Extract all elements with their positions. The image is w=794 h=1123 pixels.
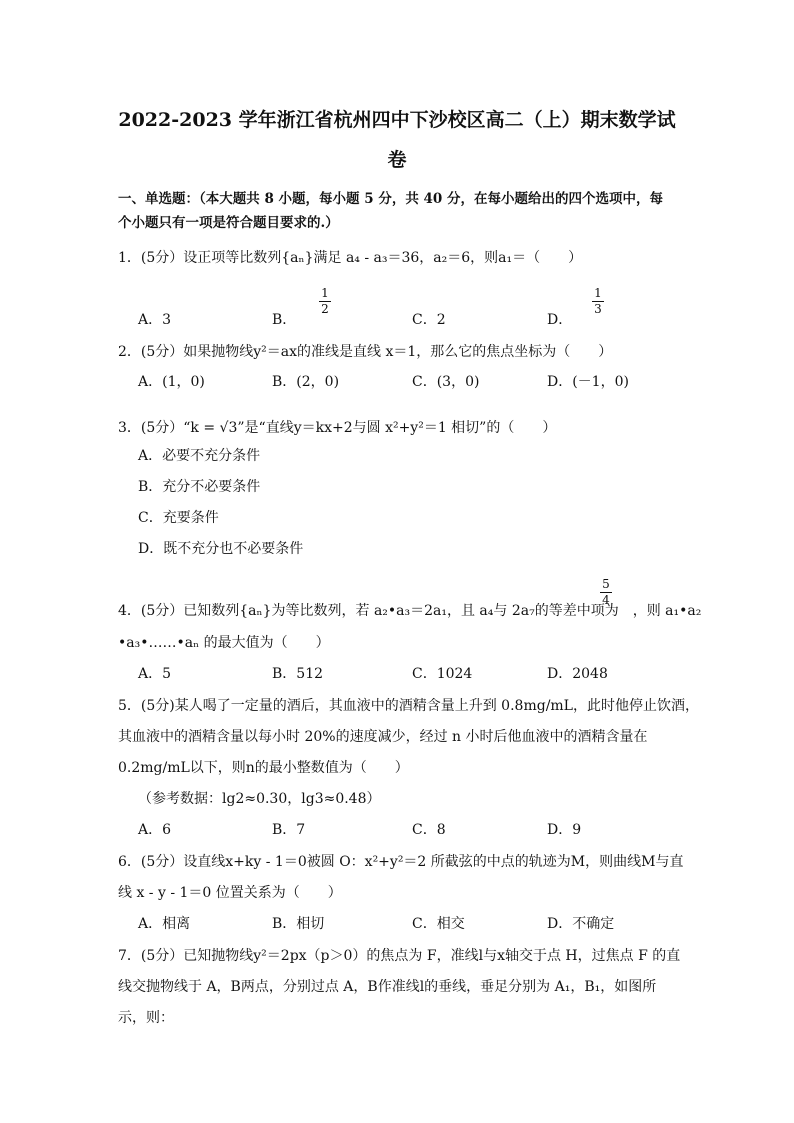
question-2-option-a: A．(1，0) — [138, 374, 205, 390]
fraction-numerator: 1 — [594, 286, 602, 300]
exam-title-line2: 卷 — [387, 149, 407, 171]
question-5-option-a: A．6 — [138, 822, 172, 838]
question-1-option-c: C．2 — [412, 312, 446, 328]
fraction-numerator: 5 — [602, 577, 610, 591]
question-7-stem-line2: 线交抛物线于 A，B两点，分别过点 A，B作准线l的垂线，垂足分别为 A₁，B₁，如图所 — [118, 979, 657, 995]
question-5-option-c: C．8 — [412, 822, 446, 838]
question-5-stem-line3: 0.2mg/mL以下，则n的最小整数值为（ ） — [118, 760, 409, 776]
question-6-option-a: A．相离 — [138, 916, 191, 932]
question-1-stem: 1．(5分）设正项等比数列{aₙ}满足 a₄ - a₃＝36，a₂＝6，则a₁＝（ ） — [118, 250, 583, 266]
question-4-option-c: C．1024 — [412, 666, 473, 682]
question-4-option-b: B．512 — [272, 666, 324, 682]
fraction-denominator: 2 — [321, 302, 329, 316]
question-4-fraction — [600, 578, 612, 607]
section-heading-line2: 个小题只有一项是符合题目要求的.） — [118, 215, 339, 231]
question-2-stem: 2．(5分）如果抛物线y²＝ax的准线是直线 x＝1，那么它的焦点坐标为（ ） — [118, 344, 613, 360]
question-4-stem-line1 — [118, 601, 701, 621]
question-3-stem: 3．(5分）“k = √3”是“直线y＝kx+2与圆 x²+y²＝1 相切”的（ ） — [118, 420, 557, 436]
question-1-option-a: A．3 — [138, 312, 172, 328]
question-1-option-b: B． — [272, 312, 297, 328]
question-1-option-d: D． — [547, 312, 573, 328]
question-5-option-d: D．9 — [547, 822, 582, 838]
question-5-reference: （参考数据：lg2≈0.30，lg3≈0.48） — [138, 791, 381, 807]
question-2-option-d: D．(－1，0) — [547, 374, 629, 390]
question-3-option-b: B．充分不必要条件 — [138, 479, 261, 495]
question-6-option-c: C．相交 — [412, 916, 465, 932]
question-2-option-b: B．(2，0) — [272, 374, 340, 390]
question-1-option-d-fraction — [592, 287, 604, 316]
question-2-option-c: C．(3，0) — [412, 374, 480, 390]
fraction-denominator: 4 — [602, 593, 610, 607]
question-6-stem-line2: 线 x - y - 1＝0 位置关系为（ ） — [118, 885, 342, 901]
question-4-option-d: D．2048 — [547, 666, 608, 682]
question-4-stem-part1: 4．(5分）已知数列{aₙ}为等比数列，若 a₂•a₃＝2a₁，且 a₄与 2a₇的等差中项为 — [118, 603, 619, 619]
fraction-numerator: 1 — [321, 286, 329, 300]
question-1-option-b-fraction — [319, 287, 331, 316]
exam-title-line1: 2022-2023 学年浙江省杭州四中下沙校区高二（上）期末数学试 — [118, 109, 676, 131]
question-4-stem-line2: •a₃•……•aₙ 的最大值为（ ） — [118, 635, 330, 651]
question-5-stem-line1: 5．(5分)某人喝了一定量的酒后，其血液中的酒精含量上升到 0.8mg/mL，此时他停止饮酒， — [118, 698, 699, 714]
question-5-option-b: B．7 — [272, 822, 306, 838]
question-4-stem-part2: ，则 a₁•a₂ — [632, 603, 702, 619]
question-3-option-a: A．必要不充分条件 — [138, 448, 261, 464]
question-7-stem-line3: 示，则： — [118, 1010, 174, 1026]
fraction-denominator: 3 — [594, 302, 602, 316]
question-5-stem-line2: 其血液中的酒精含量以每小时 20%的速度减少，经过 n 小时后他血液中的酒精含量在 — [118, 729, 648, 745]
question-6-option-b: B．相切 — [272, 916, 325, 932]
section-heading-line1: 一、单选题：（本大题共 8 小题，每小题 5 分，共 40 分，在每小题给出的四个选项中，每 — [118, 191, 664, 207]
question-7-stem-line1: 7．(5分）已知抛物线y²＝2px（p＞0）的焦点为 F，准线l与x轴交于点 H，过焦点 F 的直 — [118, 948, 681, 964]
question-4-option-a: A．5 — [138, 666, 172, 682]
question-6-option-d: D．不确定 — [547, 916, 615, 932]
question-3-option-d: D．既不充分也不必要条件 — [138, 541, 304, 557]
question-6-stem-line1: 6．(5分）设直线x+ky - 1＝0被圆 O：x²+y²＝2 所截弦的中点的轨迹为M，则曲线M与直 — [118, 854, 684, 870]
question-3-option-c: C．充要条件 — [138, 510, 219, 526]
